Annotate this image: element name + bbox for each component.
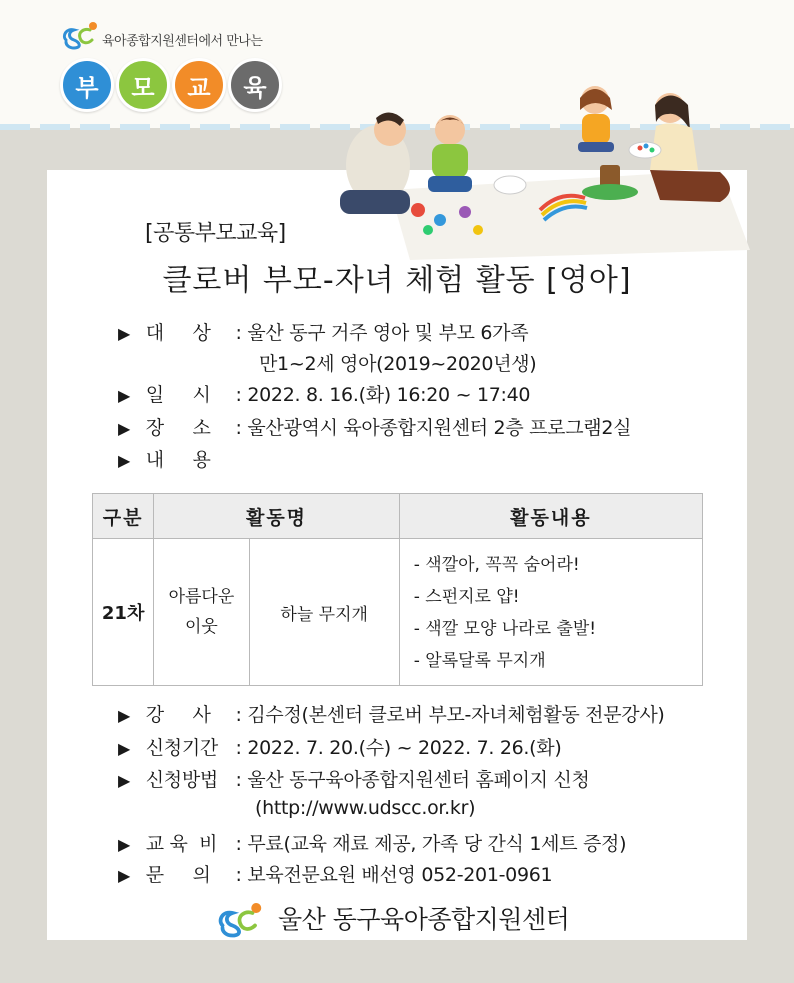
separator: : xyxy=(235,417,242,439)
badge-yuk: 육 xyxy=(228,58,282,112)
badge-gyo: 교 xyxy=(172,58,226,112)
instructor-label: 강 사 xyxy=(145,704,211,726)
contents-cell xyxy=(399,539,702,686)
header-activity-content: 활동내용 xyxy=(399,494,702,539)
info-method xyxy=(118,765,590,792)
arrow-marker-icon: ▶ xyxy=(118,419,131,438)
arrow-marker-icon: ▶ xyxy=(118,835,131,854)
footer-org-name: 울산 동구육아종합지원센터 xyxy=(278,905,570,934)
info-place xyxy=(118,413,631,440)
target-value-age: 만1~2세 영아(2019~2020년생) xyxy=(259,353,537,375)
separator: : xyxy=(235,833,242,855)
method-label: 신청방법 xyxy=(145,769,218,791)
target-label: 대 상 xyxy=(145,322,211,344)
parent-education-badges xyxy=(60,58,282,112)
program-title: 클로버 부모-자녀 체험 활동 [영아] xyxy=(162,263,632,298)
content-item: - 색깔아, 꼭꼭 숨어라! xyxy=(413,555,580,575)
info-fee xyxy=(118,829,626,856)
period-value: 2022. 7. 20.(수) ~ 2022. 7. 26.(화) xyxy=(247,737,562,759)
content-label: 내 용 xyxy=(145,449,211,471)
session-cell: 21차 xyxy=(93,539,154,686)
contact-value: 보육전문요원 배선영 052-201-0961 xyxy=(247,864,553,886)
instructor-value: 김수정(본센터 클로버 부모-자녀체험활동 전문강사) xyxy=(247,704,665,726)
family-painting-illustration xyxy=(300,70,770,270)
info-target xyxy=(118,318,528,345)
content-item: - 스펀지로 얍! xyxy=(413,587,520,607)
fee-label: 교 육 비 xyxy=(145,833,218,855)
info-method-url xyxy=(255,797,475,819)
separator: : xyxy=(235,737,242,759)
separator: : xyxy=(235,384,242,406)
info-instructor xyxy=(118,700,665,727)
separator: : xyxy=(235,322,242,344)
activity-cell: 하늘 무지개 xyxy=(249,539,399,686)
info-contact xyxy=(118,860,552,887)
arrow-marker-icon: ▶ xyxy=(118,739,131,758)
arrow-marker-icon: ▶ xyxy=(118,771,131,790)
program-category: [공통부모교육] xyxy=(145,221,286,246)
method-value: 울산 동구육아종합지원센터 홈페이지 신청 xyxy=(247,769,590,791)
date-label: 일 시 xyxy=(145,384,211,406)
header-tagline: 육아종합지원센터에서 만나는 xyxy=(102,33,263,49)
arrow-marker-icon: ▶ xyxy=(118,866,131,885)
date-value: 2022. 8. 16.(화) 16:20 ~ 17:40 xyxy=(247,384,531,406)
header-session: 구분 xyxy=(93,494,154,539)
badge-bu: 부 xyxy=(60,58,114,112)
contact-label: 문 의 xyxy=(145,864,211,886)
info-target-age xyxy=(259,349,536,376)
badge-mo: 모 xyxy=(116,58,170,112)
theme-line-2: 이웃 xyxy=(185,617,218,637)
place-value: 울산광역시 육아종합지원센터 2층 프로그램2실 xyxy=(247,417,632,439)
separator: : xyxy=(235,864,242,886)
place-label: 장 소 xyxy=(145,417,211,439)
footer-logo xyxy=(210,898,569,938)
content-item: - 색깔 모양 나라로 출발! xyxy=(413,619,597,639)
arrow-marker-icon: ▶ xyxy=(118,324,131,343)
header-logo xyxy=(60,18,262,50)
info-period xyxy=(118,733,561,760)
arrow-marker-icon: ▶ xyxy=(118,386,131,405)
arrow-marker-icon: ▶ xyxy=(118,451,131,470)
separator: : xyxy=(235,704,242,726)
target-value: 울산 동구 거주 영아 및 부모 6가족 xyxy=(247,322,529,344)
period-label: 신청기간 xyxy=(145,737,218,759)
center-logo-icon xyxy=(60,18,100,50)
table-header-row xyxy=(93,494,703,539)
center-logo-icon xyxy=(210,898,270,938)
header-activity-name: 활동명 xyxy=(154,494,399,539)
fee-value: 무료(교육 재료 제공, 가족 당 간식 1세트 증정) xyxy=(247,833,627,855)
theme-line-1: 아름다운 xyxy=(168,587,235,607)
info-date xyxy=(118,380,530,407)
homepage-link[interactable]: (http://www.udscc.or.kr) xyxy=(255,797,476,819)
info-content xyxy=(118,445,211,472)
theme-cell xyxy=(154,539,249,686)
activity-table xyxy=(92,493,703,686)
arrow-marker-icon: ▶ xyxy=(118,706,131,725)
separator: : xyxy=(235,769,242,791)
content-item: - 알록달록 무지개 xyxy=(413,651,546,671)
table-row xyxy=(93,539,703,686)
